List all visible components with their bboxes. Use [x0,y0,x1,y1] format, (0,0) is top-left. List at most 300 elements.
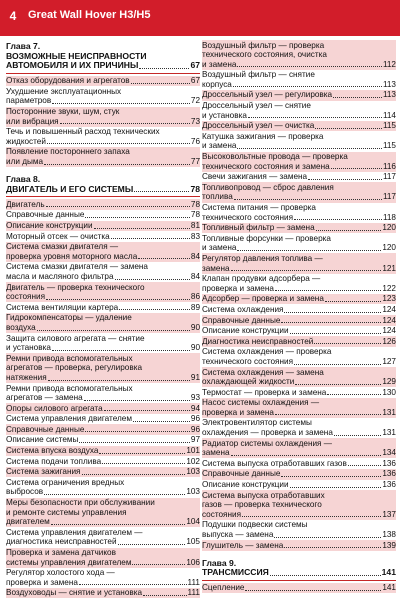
page-ref: 78 [190,199,200,209]
entry-text: Система выпуска отработавших газов [202,458,347,468]
page-ref: 113 [382,90,396,100]
entry-text-line: Ухудшение эксплуатационных [6,86,122,96]
toc-entry[interactable] [202,40,396,70]
leader-dots [294,364,381,365]
leader-dots [270,575,381,576]
entry-text-line: Топливные форсунки — проверка [202,233,331,243]
page-ref: 72 [190,96,200,106]
entry-text-line: Система выпуска отработавших [202,490,325,500]
entry-text-line: Система смазки двигателя — замена [6,262,148,272]
toc-entry[interactable] [6,568,200,588]
toc-entry[interactable] [202,583,396,594]
entry-text: и замена [202,243,237,253]
entry-text: технического состояния и замена [202,161,330,171]
entry-last-line [6,61,200,71]
page-ref: 121 [382,263,396,273]
leader-dots [274,537,381,538]
entry-text: проверка и замена [6,577,78,587]
entry-last-line [6,292,200,302]
page-ref: 120 [382,223,396,233]
toc-entry[interactable] [6,353,200,383]
leader-dots [315,128,382,129]
entry-text: Адсорбер — проверка и замена [202,294,324,304]
leader-dots [138,258,190,259]
leader-dots [233,86,382,87]
page-ref: 114 [382,110,396,120]
entry-text: Дроссельный узел — регулировка [202,90,333,100]
entry-text: Сцепление [202,583,245,593]
entry-text-line: Подушки подвески системы [202,520,308,530]
page-ref: 105 [186,537,200,547]
entry-text: Система подачи топлива [6,456,102,466]
toc-entry[interactable] [6,424,200,435]
entry-last-line [6,272,200,282]
toc-entry[interactable] [202,233,396,253]
leader-dots [334,435,381,436]
entry-text: Справочные данные [202,469,281,479]
leader-dots [79,442,189,443]
toc-entry[interactable] [202,70,396,90]
leader-dots [44,164,190,165]
entry-text: Диагностика неисправностей [202,336,314,346]
toc-entry[interactable] [6,383,200,403]
entry-text-line: Катушка зажигания — проверка [202,131,324,141]
entry-last-line [6,425,200,435]
entry-text: охлаждающей жидкости [202,377,295,387]
toc-entry[interactable] [202,90,396,101]
spacer [202,551,396,557]
entry-last-line [202,583,396,593]
entry-last-line [202,377,396,387]
entry-text-line: Проверка и замена датчиков [6,548,116,557]
entry-last-line [6,517,200,527]
leader-dots [281,322,381,323]
entry-text: Описание конструкции [202,480,289,490]
page-ref: 129 [382,377,396,387]
toc-entry[interactable] [202,347,396,367]
leader-dots [48,380,190,381]
chapter-number: Глава 8. [6,174,41,185]
entry-text-line: Защита силового агрегата — снятие [6,333,145,343]
toc-entry[interactable] [202,121,396,132]
leader-dots [294,219,382,220]
entry-text: Воздуховоды — снятие и установка [6,588,143,598]
entry-last-line [6,210,200,220]
leader-dots [316,230,382,231]
leader-dots [308,179,382,180]
entry-text: Описание системы [6,435,79,445]
toc-entry[interactable] [202,540,396,551]
leader-dots [245,590,381,591]
toc-entry[interactable] [202,367,396,387]
chapter-title[interactable] [6,185,200,195]
entry-last-line [6,303,200,313]
entry-text-line: Ремни привода вспомогательных [6,383,133,393]
leader-dots [84,400,190,401]
page-ref: 93 [190,393,200,403]
toc-entry[interactable] [6,333,200,353]
entry-text: диагностика неисправностей [6,537,117,547]
page-ref: 117 [382,192,396,202]
page-ref: 131 [382,407,396,417]
leader-dots [85,217,189,218]
entry-last-line [6,343,200,353]
toc-left-column [6,40,200,598]
leader-dots [237,250,381,251]
toc-entry[interactable] [6,231,200,242]
entry-last-line [202,80,396,90]
page-ref: 115 [382,121,396,131]
toc-entry[interactable] [202,520,396,540]
entry-text: состояния [202,509,242,519]
leader-dots [143,595,186,596]
entry-text: двигателем [6,517,50,527]
page-ref: 116 [382,161,396,171]
toc-entry[interactable] [202,438,396,458]
leader-dots [237,148,382,149]
page-ref: 78 [190,210,200,220]
entry-text: Моторный отсек — очистка [6,231,110,241]
page-ref: 78 [190,183,200,194]
entry-text-line: Регулятор давления топлива — [202,253,323,263]
page-ref: 124 [382,304,396,314]
toc-entry[interactable] [202,101,396,121]
entry-last-line [6,414,200,424]
toc-entry[interactable] [202,274,396,294]
entry-text-line: и ремонте системы управления [6,507,127,517]
leader-dots [44,494,185,495]
entry-last-line [6,435,200,445]
leader-dots [132,564,185,565]
entry-text: и замена [202,59,237,69]
page-ref: 123 [382,294,396,304]
leader-dots [51,524,186,525]
entry-last-line [202,121,396,131]
entry-last-line [202,60,396,70]
page-ref: 103 [186,467,200,477]
toc-entry[interactable] [6,456,200,467]
entry-last-line [202,294,396,304]
leader-dots [275,414,381,415]
section-divider [6,73,200,74]
entry-text: Справочные данные [6,424,85,434]
entry-text: замена [202,448,230,458]
entry-text-line: ВОЗМОЖНЫЕ НЕИСПРАВНОСТИ [6,50,147,61]
toc-entry[interactable] [202,326,396,337]
entry-text-line: Появление постороннего запаха [6,147,130,157]
leader-dots [281,476,381,477]
entry-last-line [202,388,396,398]
entry-last-line [202,459,396,469]
entry-text-line: Система смазки двигателя — [6,242,119,252]
toc-entry[interactable] [6,302,200,313]
page-ref: 84 [190,251,200,261]
entry-text: Отказ оборудования и агрегатов [6,76,130,86]
toc-entry[interactable] [6,242,200,262]
page-ref: 97 [190,435,200,445]
leader-dots [37,330,190,331]
entry-text: ДВИГАТЕЛЬ И ЕГО СИСТЕМЫ [6,183,134,194]
leader-dots [325,301,381,302]
entry-text: или дыма [6,157,44,167]
entry-text: выпуска — замена [202,530,274,539]
page-ref: 136 [382,480,396,490]
entry-text-line: Воздушный фильтр — снятие [202,70,315,80]
page-ref: 84 [190,271,200,281]
toc-entry[interactable] [202,336,396,347]
toc-entry[interactable] [202,304,396,315]
entry-text: агрегатов — замена [6,393,83,403]
leader-dots [348,465,382,466]
leader-dots [290,333,382,334]
toc-entry[interactable] [6,86,200,106]
entry-last-line [6,578,200,588]
entry-text: выбросов [6,487,44,497]
entry-last-line [202,305,396,315]
entry-last-line [202,284,396,294]
entry-last-line [6,200,200,210]
leader-dots [104,410,190,411]
entry-text-line: технического состояния, очистка [202,50,327,60]
entry-text-line: агрегатов — проверка, регулировка [6,363,143,373]
entry-last-line [6,232,200,242]
leader-dots [327,394,381,395]
entry-last-line [202,480,396,490]
entry-text-line: Радиатор системы охлаждения — [202,438,332,448]
page-ref: 141 [381,567,396,578]
toc-entry[interactable] [6,588,200,598]
leader-dots [231,270,382,271]
page-ref: 86 [190,292,200,302]
entry-text-line: Электровентилятор системы [202,418,312,428]
entry-last-line [202,243,396,253]
entry-text: воздуха [6,322,36,332]
chapter-number: Глава 9. [202,557,237,568]
toc-entry[interactable] [202,172,396,183]
page-ref: 111 [187,588,200,598]
toc-entry[interactable] [202,223,396,234]
toc-entry[interactable] [6,467,200,478]
page-ref: 136 [382,458,396,468]
toc-entry[interactable] [6,282,200,302]
page-ref: 89 [190,302,200,312]
leader-dots [275,290,381,291]
page-ref: 113 [382,79,396,89]
page-ref: 106 [186,557,200,567]
page-ref: 118 [382,212,396,222]
entry-text-line: Система ограничения вредных [6,477,125,487]
page-ref: 120 [382,243,396,253]
page-ref: 67 [190,76,200,86]
toc-entry[interactable] [202,387,396,398]
entry-text: масла и масляного фильтра [6,271,114,281]
page-ref: 136 [382,469,396,479]
leader-dots [131,83,190,84]
entry-text-line: Течь и повышенный расход технических [6,127,160,137]
section-divider [202,580,396,581]
page-ref: 77 [190,157,200,167]
entry-text: и установка [202,110,247,120]
page-ref: 122 [382,283,396,293]
entry-text: Свечи зажигания — замена [202,172,308,182]
entry-text: Система управления двигателем [6,414,132,424]
toc-entry[interactable] [202,398,396,418]
entry-last-line [6,467,200,477]
entry-text: жидкостей [6,136,46,146]
toc-entry[interactable] [202,480,396,491]
entry-text: Система впуска воздуха [6,446,99,456]
leader-dots [290,487,382,488]
toc-entry[interactable] [6,414,200,425]
page-number: 4 [9,9,17,23]
entry-text: ТРАНСМИССИЯ [202,567,269,578]
toc-entry[interactable] [202,152,396,172]
toc-entry[interactable] [6,127,200,147]
leader-dots [284,547,381,548]
entry-last-line [6,588,200,598]
toc-entry[interactable] [6,498,200,528]
entry-text: проверка и замена [202,283,274,293]
entry-text-line: Система питания — проверка [202,203,316,212]
toc-entry[interactable] [6,107,200,127]
entry-last-line [202,428,396,438]
toc-entry[interactable] [202,469,396,480]
toc-right-column [202,40,396,593]
spacer [6,167,200,173]
entry-text: технического состояния [202,356,294,366]
toc-entry[interactable] [6,147,200,167]
entry-text: Глушитель — замена [202,540,284,550]
toc-entry[interactable] [6,262,200,282]
entry-last-line [202,162,396,172]
leader-dots [60,123,190,124]
toc-entry[interactable] [202,131,396,151]
leader-dots [314,343,381,344]
leader-dots [46,299,190,300]
entry-text: Система вентиляции картера [6,302,119,312]
entry-last-line [6,157,200,167]
entry-last-line [6,323,200,333]
page-ref: 141 [382,583,396,593]
toc-entry[interactable] [202,315,396,326]
leader-dots [134,191,189,192]
entry-text: Описание конструкции [6,221,93,230]
leader-dots [46,206,190,207]
entry-last-line [6,457,200,467]
leader-dots [111,238,190,239]
entry-text-line: Гидрокомпенсаторы — удаление [6,313,132,323]
toc-entry[interactable] [6,221,200,232]
page-ref: 90 [190,343,200,353]
page-ref: 139 [382,540,396,550]
entry-last-line [202,264,396,274]
entry-last-line [6,117,200,127]
entry-text: технического состояния [202,212,294,222]
entry-text-line: Топливопровод — сброс давления [202,182,334,192]
entry-text: системы управления двигателем [6,557,132,567]
entry-text: замена [202,263,230,273]
entry-text: Справочные данные [202,315,281,325]
page-ref: 96 [190,424,200,434]
toc-entry[interactable] [6,527,200,547]
leader-dots [115,279,190,280]
entry-text-line: Ремни привода вспомогательных [6,353,133,363]
entry-text: или вибрация [6,116,59,126]
leader-dots [331,168,382,169]
leader-dots [248,117,382,118]
entry-last-line [6,373,200,383]
entry-text: Термостат — проверка и замена [202,387,327,397]
entry-last-line [6,393,200,403]
leader-dots [133,421,190,422]
entry-text: АВТОМОБИЛЯ И ИХ ПРИЧИНЫ [6,60,139,71]
toc-entry[interactable] [6,199,200,210]
page-ref: 83 [190,231,200,241]
entry-text: Опоры силового агрегата [6,403,103,413]
entry-text-line: Высоковольтные провода — проверка [202,152,348,162]
leader-dots [99,453,185,454]
page-ref: 73 [190,116,200,126]
entry-last-line [202,141,396,151]
entry-last-line [202,530,396,540]
entry-text-line: Клапан продувки адсорбера — [202,274,321,284]
toc-entry[interactable] [6,477,200,497]
toc-entry[interactable] [6,76,200,87]
entry-last-line [6,185,200,195]
leader-dots [79,584,187,585]
leader-dots [237,66,382,67]
entry-last-line [202,316,396,326]
page-ref: 94 [190,403,200,413]
entry-last-line [202,448,396,458]
entry-last-line [6,446,200,456]
entry-text: и установка [6,343,51,353]
toc-entry[interactable] [202,418,396,438]
entry-text: состояния [6,292,46,302]
page-ref: 76 [190,136,200,146]
entry-text: Двигатель [6,199,45,209]
entry-last-line [202,357,396,367]
toc-entry[interactable] [202,182,396,202]
entry-text-line: Система охлаждения — замена [202,367,324,377]
page-ref: 138 [382,530,396,539]
toc-entry[interactable] [6,313,200,333]
chapter-title[interactable] [6,52,200,71]
toc-entry[interactable] [6,403,200,414]
toc-entry[interactable] [6,446,200,457]
leader-dots [284,312,381,313]
toc-entry[interactable] [6,210,200,221]
entry-text-line: Регулятор холостого хода — [6,568,115,578]
toc-entry[interactable] [202,203,396,223]
toc-entry[interactable] [6,548,200,568]
entry-last-line [6,221,200,231]
entry-last-line [202,510,396,520]
leader-dots [102,463,185,464]
toc-entry[interactable] [6,435,200,446]
entry-text-line: Посторонние звуки, шум, стук [6,107,120,117]
toc-entry[interactable] [202,490,396,520]
toc-entry[interactable] [202,458,396,469]
entry-text: Дроссельный узел — очистка [202,121,315,131]
entry-text: Система зажигания [6,467,81,477]
entry-last-line [202,408,396,418]
entry-last-line [202,541,396,551]
toc-entry[interactable] [202,253,396,273]
leader-dots [52,350,190,351]
toc-entry[interactable] [202,294,396,305]
entry-last-line [202,90,396,100]
